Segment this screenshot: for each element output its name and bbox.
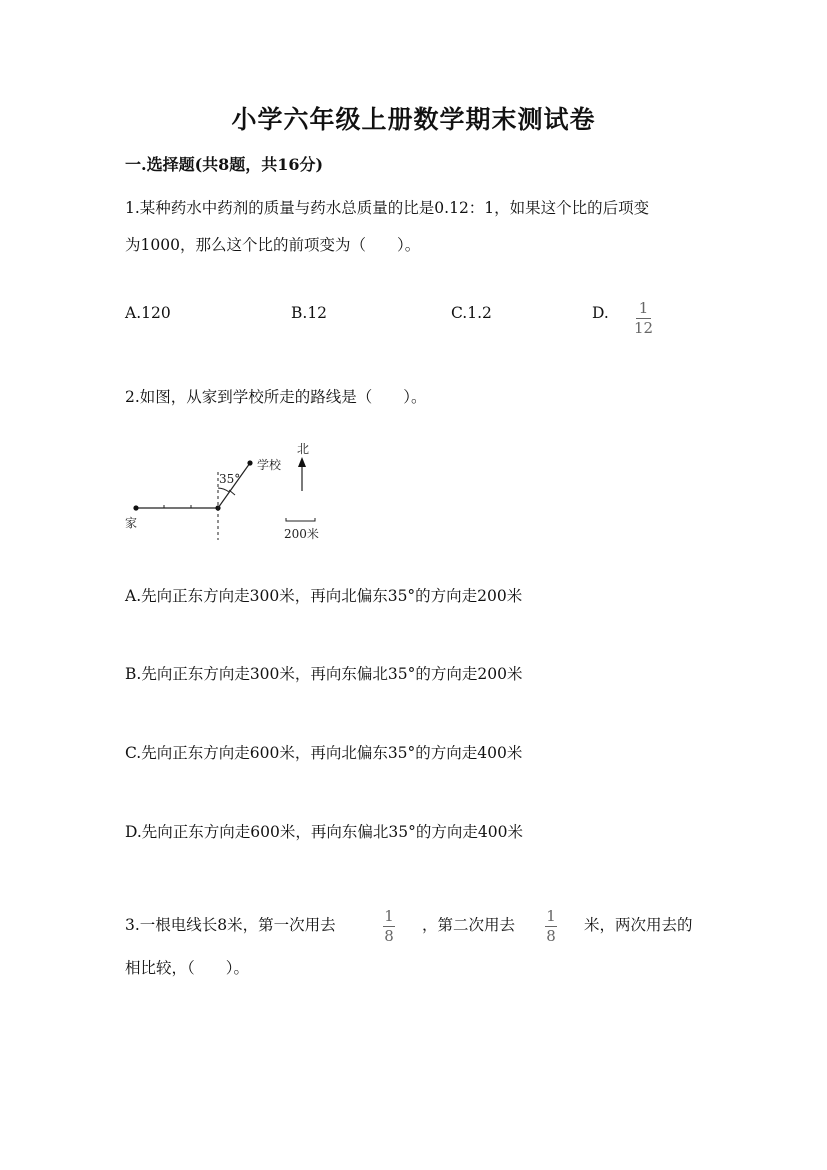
q3-fraction-1 — [383, 906, 395, 945]
scale-label: 200米 — [284, 527, 319, 541]
q1-option-d-label: D. — [592, 304, 609, 322]
q3-fraction-2 — [545, 906, 557, 945]
q1-option-d-fraction — [634, 298, 653, 337]
question-3-part-2: ，第二次用去 — [422, 916, 516, 934]
question-3-part-3: 米，两次用去的 — [584, 916, 693, 934]
scale-bar — [286, 518, 315, 521]
home-point — [133, 505, 138, 510]
q1-option-b: B.12 — [291, 304, 328, 322]
page-title: 小学六年级上册数学期末测试卷 — [231, 105, 596, 134]
q2-option-d: D.先向正东方向走600米，再向东偏北35°的方向走400米 — [125, 823, 523, 841]
q1-option-c: C.1.2 — [451, 304, 492, 322]
fraction-numerator: 1 — [384, 907, 394, 925]
home-label: 家 — [125, 516, 138, 530]
question-3-line-2: 相比较，（ ）。 — [125, 959, 250, 977]
q2-option-a: A.先向正东方向走300米，再向北偏东35°的方向走200米 — [125, 587, 523, 605]
scale-tick — [229, 490, 235, 495]
question-1-line-2: 为1000，那么这个比的前项变为（ ）。 — [125, 236, 421, 254]
angle-arc — [218, 488, 229, 492]
fraction-denominator: 8 — [384, 927, 394, 945]
question-3-part-1: 3.一根电线长8米，第一次用去 — [125, 916, 336, 934]
route-diagram — [118, 436, 328, 548]
school-point — [247, 460, 252, 465]
angle-label: 35° — [219, 472, 241, 486]
north-label: 北 — [297, 442, 310, 456]
fraction-numerator: 1 — [638, 299, 649, 317]
north-arrow-icon — [298, 457, 306, 467]
question-1-line-1: 1.某种药水中药剂的质量与药水总质量的比是0.12：1，如果这个比的后项变 — [125, 199, 650, 217]
school-label: 学校 — [257, 458, 282, 472]
fraction-numerator: 1 — [546, 907, 556, 925]
q2-option-c: C.先向正东方向走600米，再向北偏东35°的方向走400米 — [125, 744, 523, 762]
question-2-text: 2.如图，从家到学校所走的路线是（ ）。 — [125, 388, 427, 406]
section-heading: 一.选择题(共8题，共16分) — [125, 155, 324, 174]
q2-option-b: B.先向正东方向走300米，再向东偏北35°的方向走200米 — [125, 665, 523, 683]
fraction-denominator: 8 — [546, 927, 556, 945]
fraction-denominator: 12 — [634, 319, 654, 337]
q1-option-a: A.120 — [125, 304, 171, 322]
